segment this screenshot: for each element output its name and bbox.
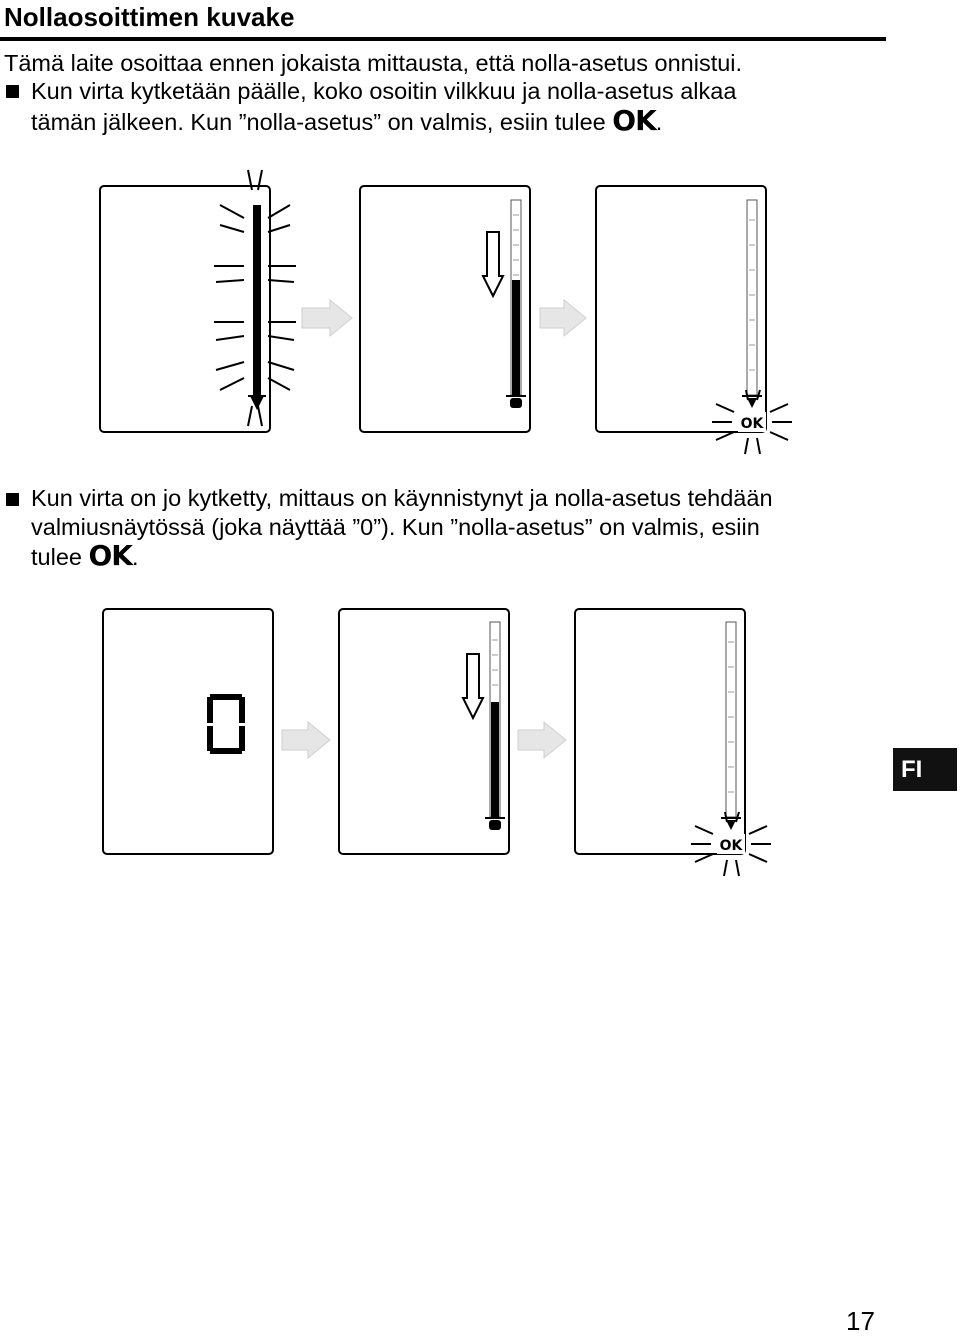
heading-rule xyxy=(0,37,886,41)
bullet2-line2: valmiusnäytössä (joka näyttää ”0”). Kun ”nolla-asetus” on valmis, esiin xyxy=(31,514,760,540)
figure-2 xyxy=(0,600,960,900)
arrow-right-4 xyxy=(518,722,566,758)
arrow-right-3 xyxy=(282,722,330,758)
bullet-square-2 xyxy=(6,493,19,506)
bullet2-line3 xyxy=(31,541,139,572)
panel-d-zero-display xyxy=(103,609,273,854)
bullet2-line3-text: tulee xyxy=(31,544,89,570)
section-heading: Nollaosoittimen kuvake xyxy=(4,2,295,32)
panel-b-indicator-descending xyxy=(360,186,530,432)
page-number: 17 xyxy=(846,1306,875,1336)
bullet1-line2-text: tämän jälkeen. Kun ”nolla-asetus” on valmis, esiin tulee xyxy=(31,109,613,135)
ok-symbol: OK xyxy=(612,104,656,137)
bullet-square-1 xyxy=(6,85,19,98)
panel-a-full-indicator xyxy=(100,170,296,432)
language-badge: FI xyxy=(893,748,957,791)
bullet1-end: . xyxy=(655,109,663,135)
panel-f-ok xyxy=(575,609,771,876)
arrow-right-1 xyxy=(302,300,352,336)
intro-text: Tämä laite osoittaa ennen jokaista mittausta, että nolla-asetus onnistui. xyxy=(4,50,743,76)
bullet1-line1: Kun virta kytketään päälle, koko osoitin vilkkuu ja nolla-asetus alkaa xyxy=(31,78,737,104)
bullet2-line1: Kun virta on jo kytketty, mittaus on käynnistynyt ja nolla-asetus tehdään xyxy=(31,485,773,511)
figure-1 xyxy=(0,160,960,630)
ok-label-1: OK xyxy=(740,416,764,432)
bullet1-line2 xyxy=(31,106,662,137)
ok-symbol-2: OK xyxy=(88,539,132,572)
panel-e-indicator-descending xyxy=(339,609,509,854)
panel-c-ok xyxy=(596,186,792,454)
bullet2-end: . xyxy=(132,544,139,570)
arrow-right-2 xyxy=(540,300,586,336)
ok-label-2: OK xyxy=(719,838,743,854)
